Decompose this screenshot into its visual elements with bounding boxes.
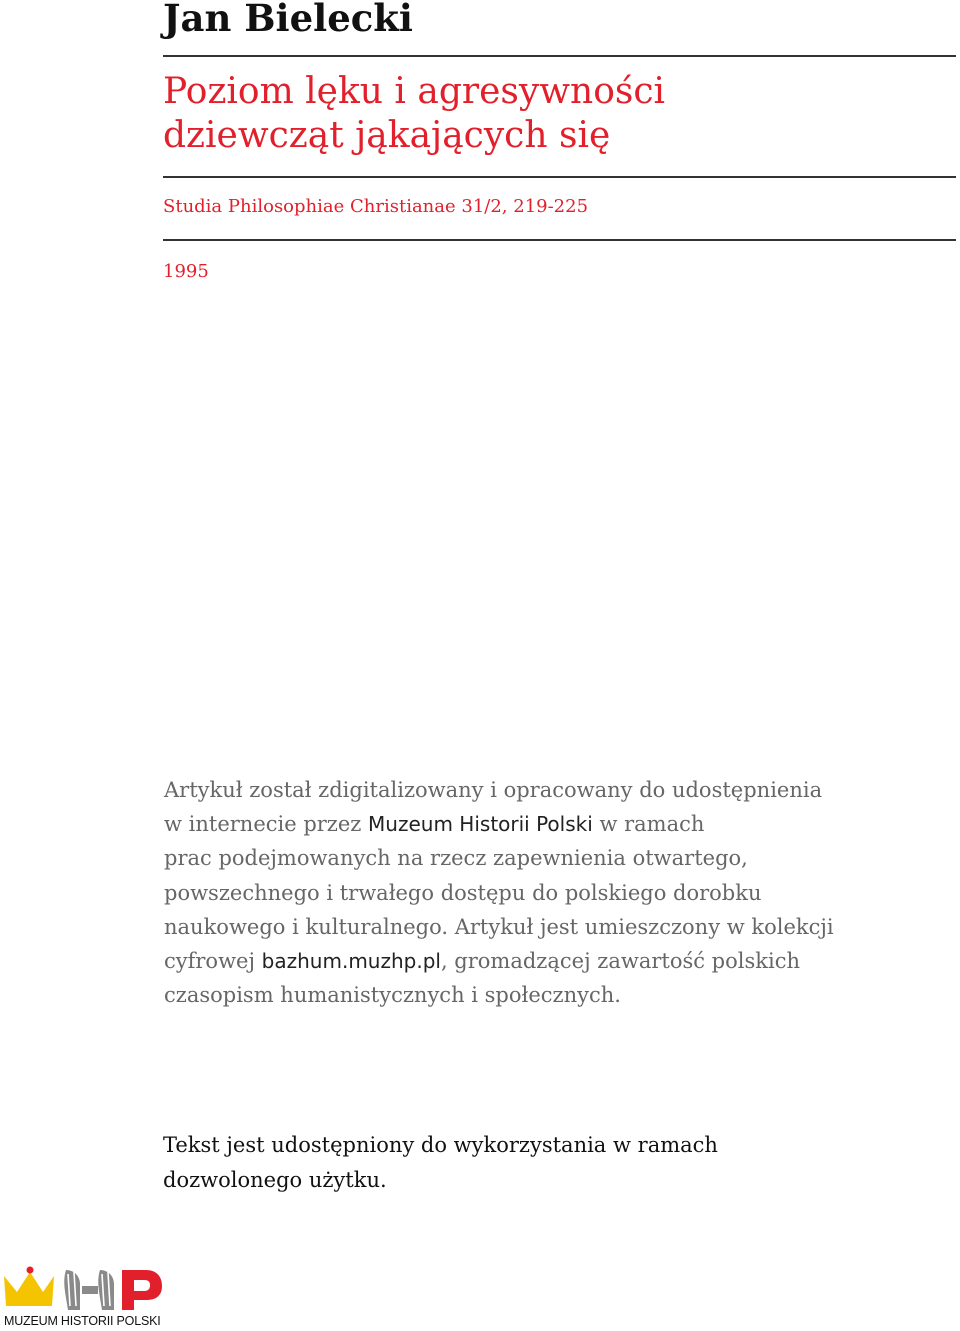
- notice-line: prac podejmowanych na rzecz zapewnienia otwartego,: [164, 846, 748, 871]
- notice-line: czasopism humanistycznych i społecznych.: [164, 983, 621, 1008]
- usage-line: dozwolonego użytku.: [163, 1167, 387, 1192]
- notice-text: w ramach: [592, 812, 705, 837]
- publication-year: 1995: [163, 261, 209, 282]
- museum-logo-icon: [4, 1266, 164, 1314]
- notice-line: [164, 944, 924, 978]
- divider-middle: [163, 176, 956, 178]
- notice-text: cyfrowej: [164, 949, 262, 974]
- museum-name-highlight: Muzeum Historii Polski: [368, 812, 593, 837]
- notice-text: w internecie przez: [164, 812, 369, 837]
- museum-logo-text: MUZEUM HISTORII POLSKI: [4, 1314, 161, 1328]
- digitization-notice: [164, 773, 924, 1012]
- notice-line: naukowego i kulturalnego. Artykuł jest umieszczony w kolekcji: [164, 914, 834, 939]
- museum-logo: [4, 1266, 168, 1330]
- notice-line: powszechnego i trwałego dostępu do polskiego dorobku: [164, 880, 762, 905]
- notice-line: Artykuł został zdigitalizowany i opracowany do udostępnienia: [164, 778, 823, 802]
- divider-top: [163, 55, 956, 57]
- usage-line: Tekst jest udostępniony do wykorzystania w ramach: [163, 1133, 718, 1157]
- divider-bottom: [163, 239, 956, 241]
- journal-citation: Studia Philosophiae Christianae 31/2, 219-225: [163, 196, 589, 217]
- article-title-line-1: Poziom lęku i agresywności: [163, 71, 666, 112]
- notice-text: , gromadzącej zawartość polskich: [440, 949, 800, 974]
- author-name: Jan Bielecki: [163, 0, 413, 40]
- notice-line: [164, 807, 924, 841]
- usage-notice: [163, 1128, 923, 1197]
- article-title-line-2: dziewcząt jąkających się: [163, 115, 611, 156]
- bazhum-link[interactable]: bazhum.muzhp.pl: [261, 949, 441, 974]
- article-title: [163, 70, 665, 158]
